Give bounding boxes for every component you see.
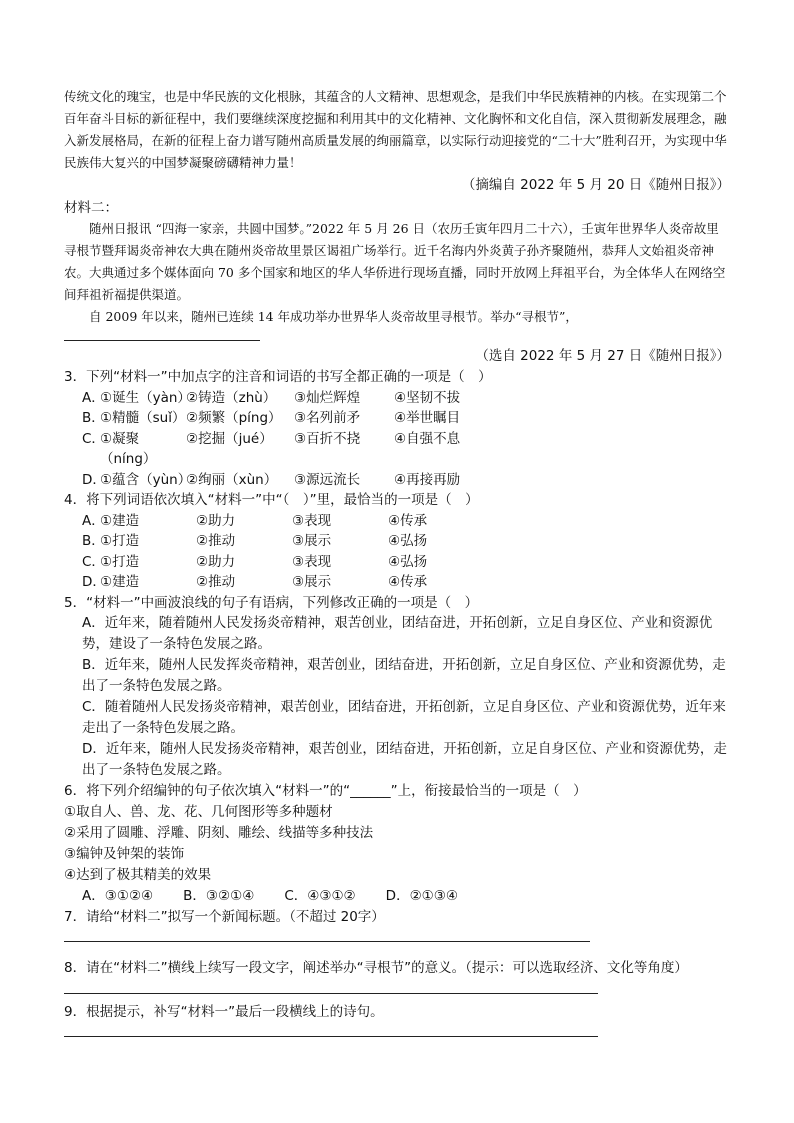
material2-paragraph-1: 随州日报讯 “四海一家亲，共圆中国梦。”2022 年 5 月 26 日（农历壬寅年四月二十六），壬寅年世界华人炎帝故里寻根节暨拜谒炎帝神农大典在随州炎帝故里景区谒祖广场举行。近千名海内外炎黄子孙齐聚随州，恭拜人文始祖炎帝神农。大典通过多个媒体面向 70 多个国家和地区的华人华侨进行现场直播，同时开放网上拜祖平台，为全体华人在网络空间拜祖祈福提供渠道。 [64, 221, 726, 302]
q3-option-a[interactable] [64, 388, 730, 409]
option-item: ④传承 [388, 512, 428, 529]
material1-tail-paragraph: 传统文化的瑰宝，也是中华民族的文化根脉，其蕴含的人文精神、思想观念，是我们中华民族精神的内核。在实现第二个百年奋斗目标的新征程中，我们要继续深度挖掘和利用其中的文化精神、文化胸怀和文化自信，深入贯彻新发展理念，融入新发展格局，在新的征程上奋力谱写随州高质量发展的绚丽篇章，以实际行动迎接党的“二十大”胜利召开，为实现中华民族伟大复兴的中国梦凝聚磅礴精神力量！ [64, 89, 727, 170]
option-item: ②推动 [196, 574, 236, 590]
option-item: ①凝聚（níng） [100, 430, 157, 467]
q6-option-d[interactable]: D．②①③④ [385, 887, 458, 904]
option-label: C． [82, 430, 105, 447]
option-item: ④弘扬 [388, 553, 428, 570]
option-item: ②铸造（zhù） [186, 389, 277, 406]
option-item: ④举世瞩目 [394, 410, 461, 426]
q4-option-c[interactable] [64, 552, 730, 573]
q6-item-3: ③编钟及钟架的装饰 [64, 845, 185, 862]
option-item: ①建造 [100, 512, 140, 529]
option-item: ④自强不息 [394, 430, 461, 447]
q9-answer-line[interactable] [64, 1036, 598, 1037]
q5-option-a[interactable]: A．近年来，随着随州人民发扬炎帝精神，艰苦创业，团结奋进，开拓创新，立足自身区位、产业和资源优势，建设了一条特色发展之路。 [82, 615, 713, 652]
question-3-options [64, 388, 730, 491]
option-item: ②挖掘（jué） [186, 430, 273, 447]
option-item: ②绚丽（xùn） [186, 471, 278, 488]
question-8-stem: 8．请在“材料二”横线上续写一段文字，阐述举办“寻根节”的意义。（提示：可以选取经济、文化等角度） [64, 960, 688, 976]
option-label: B． [82, 410, 105, 426]
continuation-blank-line[interactable] [64, 340, 260, 341]
option-item: ④再接再励 [394, 471, 461, 488]
option-item: ①建造 [100, 574, 140, 590]
option-item: ①精髓（suǐ） [100, 410, 186, 426]
option-label: C． [82, 553, 105, 570]
question-7-stem: 7．请给“材料二”拟写一个新闻标题。（不超过 20字） [64, 908, 385, 925]
option-item: ③灿烂辉煌 [294, 389, 361, 406]
q6-item-4: ④达到了极其精美的效果 [64, 866, 212, 883]
option-item: ④传承 [388, 574, 428, 590]
question-9-stem: 9．根据提示，补写“材料一”最后一段横线上的诗句。 [64, 1003, 384, 1020]
question-3-stem: 3．下列“材料一”中加点字的注音和词语的书写全都正确的一项是（ ） [64, 369, 492, 385]
q6-answer-options [64, 886, 730, 907]
q5-option-b[interactable]: B．近年来，随州人民发挥炎帝精神，艰苦创业，团结奋进，开拓创新，立足自身区位、产业和资源优势，走出了一条特色发展之路。 [82, 657, 726, 694]
q5-option-d[interactable]: D．近年来，随州人民发扬炎帝精神，艰苦创业，团结奋进，开拓创新，立足自身区位、产业和资源优势，走出了一条特色发展之路。 [82, 741, 727, 778]
q3-option-b[interactable] [64, 408, 730, 429]
option-item: ④坚韧不拔 [394, 389, 461, 406]
option-item: ③表现 [292, 553, 332, 570]
material2-label: 材料二： [64, 200, 118, 216]
q5-option-c[interactable]: C．随着随州人民发扬炎帝精神，艰苦创业，团结奋进，开拓创新，立足自身区位、产业和资源优势，近年来走出了一条特色发展之路。 [82, 699, 726, 736]
question-6-stem: 6．将下列介绍编钟的句子依次填入“材料一”的“______”上，衔接最恰当的一项是（ ） [64, 783, 587, 799]
option-item: ②频繁（píng） [186, 410, 282, 426]
source-citation-2: （选自 2022 年 5 月 27 日《随州日报》） [475, 348, 730, 364]
question-5-stem: 5．“材料一”中画波浪线的句子有语病，下列修改正确的一项是（ ） [64, 594, 479, 611]
option-item: ③源远流长 [294, 471, 361, 488]
option-item: ③展示 [292, 533, 332, 549]
option-item: ②助力 [196, 553, 236, 570]
source-citation-1: （摘编自 2022 年 5 月 20 日《随州日报》） [461, 177, 730, 193]
q4-option-a[interactable] [64, 511, 730, 532]
q6-option-c[interactable]: C．④③①② [284, 887, 356, 904]
question-4-options [64, 511, 730, 593]
q3-option-d[interactable] [64, 470, 730, 491]
option-label: D． [82, 574, 106, 590]
option-label: A． [82, 389, 105, 406]
option-item: ②推动 [196, 533, 236, 549]
option-label: D． [82, 471, 106, 488]
option-item: ③展示 [292, 574, 332, 590]
option-item: ②助力 [196, 512, 236, 529]
q6-item-2: ②采用了圆雕、浮雕、阴刻、雕绘、线描等多种技法 [64, 824, 374, 841]
option-item: ③名列前矛 [294, 410, 361, 426]
option-item: ③百折不挠 [294, 430, 361, 447]
q3-option-c[interactable] [64, 429, 730, 470]
option-label: B． [82, 533, 105, 549]
q6-item-1: ①取自人、兽、龙、花、几何图形等多种题材 [64, 803, 333, 820]
option-item: ①打造 [100, 553, 140, 570]
option-item: ①打造 [100, 533, 140, 549]
question-4-stem: 4．将下列词语依次填入“材料一”中“（ ）”里，最恰当的一项是（ ） [64, 492, 479, 508]
option-item: ①诞生（yàn） [100, 389, 191, 406]
q4-option-d[interactable] [64, 572, 730, 593]
option-item: ①蕴含（yùn） [100, 471, 192, 488]
q6-option-b[interactable]: B．③②①④ [183, 887, 255, 904]
q6-option-a[interactable]: A．③①②④ [82, 887, 154, 904]
exam-page [64, 86, 730, 1037]
material2-paragraph-2: 自 2009 年以来，随州已连续 14 年成功举办世界华人炎帝故里寻根节。举办“寻根节”， [89, 309, 578, 324]
option-label: A． [82, 512, 105, 529]
option-item: ③表现 [292, 512, 332, 529]
q4-option-b[interactable] [64, 531, 730, 552]
option-item: ④弘扬 [388, 533, 428, 549]
